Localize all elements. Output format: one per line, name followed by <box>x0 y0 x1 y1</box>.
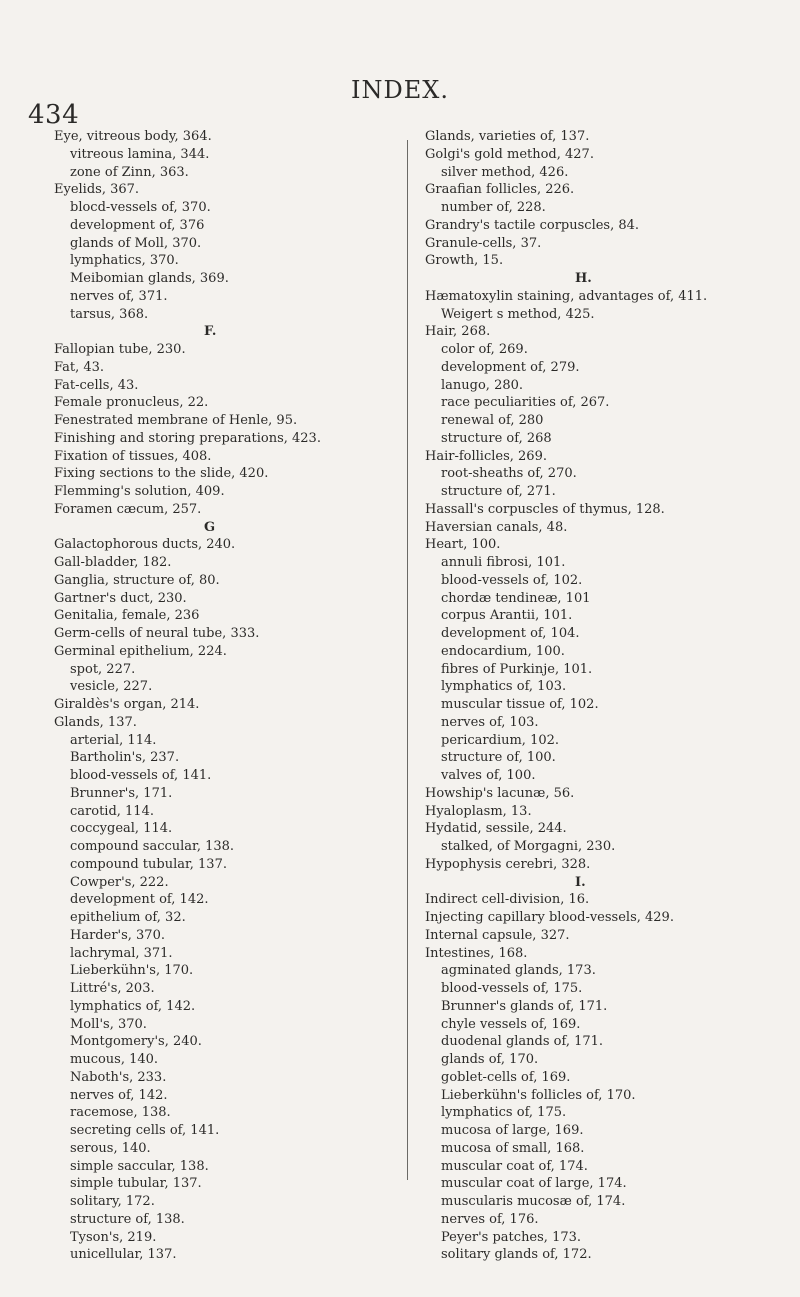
index-entry: Fenestrated membrane of Henle, 95. <box>54 413 298 428</box>
index-entry: Golgi's gold method, 427. <box>425 146 594 162</box>
index-subentry: lymphatics of, 175. <box>441 1105 567 1121</box>
index-subentry: structure of, 268 <box>441 430 552 446</box>
index-entry: Glands, varieties of, 137. <box>425 129 590 144</box>
index-column-left <box>54 128 399 1264</box>
index-subentry: simple tubular, 137. <box>70 1176 202 1192</box>
index-entry: Growth, 15. <box>425 253 504 269</box>
index-entry: Hypophysis cerebri, 328. <box>425 856 591 872</box>
index-entry: Gartner's duct, 230. <box>54 590 187 606</box>
index-subentry: compound saccular, 138. <box>70 839 235 854</box>
index-subentry: agminated glands, 173. <box>441 963 596 979</box>
index-subentry: muscular coat of, 174. <box>441 1158 588 1174</box>
index-subentry: nerves of, 371. <box>70 288 168 304</box>
index-column-right <box>425 128 785 1264</box>
index-subentry: secreting cells of, 141. <box>70 1123 220 1138</box>
index-entry: Graafian follicles, 226. <box>425 182 575 198</box>
index-subentry: chordæ tendineæ, 101 <box>441 590 591 606</box>
index-subentry: root-sheaths of, 270. <box>441 466 577 482</box>
index-subentry: simple saccular, 138. <box>70 1158 209 1174</box>
index-entry: Galactophorous ducts, 240. <box>54 537 236 553</box>
section-letter: I. <box>575 874 586 890</box>
index-subentry: nerves of, 103. <box>441 714 539 730</box>
index-entry: Hassall's corpuscles of thymus, 128. <box>425 501 665 517</box>
index-entry: Glands, 137. <box>54 714 137 730</box>
index-entry: Foramen cæcum, 257. <box>54 501 202 517</box>
index-entry: Internal capsule, 327. <box>425 927 570 943</box>
index-subentry: spot, 227. <box>70 661 136 677</box>
index-subentry: number of, 228. <box>441 200 546 215</box>
index-subentry: Montgomery's, 240. <box>70 1034 202 1050</box>
index-entry: Fixing sections to the slide, 420. <box>54 466 269 482</box>
index-entry: Hyaloplasm, 13. <box>425 803 532 819</box>
index-subentry: Moll's, 370. <box>70 1016 147 1032</box>
index-subentry: renewal of, 280 <box>441 413 544 428</box>
index-subentry: solitary glands of, 172. <box>441 1247 592 1263</box>
index-entry: Hair, 268. <box>425 324 491 340</box>
index-subentry: Peyer's patches, 173. <box>441 1229 582 1245</box>
index-entry: Hæmatoxylin staining, advantages of, 411. <box>425 288 708 304</box>
index-subentry: race peculiarities of, 267. <box>441 395 610 411</box>
index-subentry: Meibomian glands, 369. <box>70 271 229 286</box>
index-subentry: Bartholin's, 237. <box>70 750 180 766</box>
column-divider <box>407 140 408 1180</box>
index-subentry: goblet-cells of, 169. <box>441 1069 571 1085</box>
index-subentry: Lieberkühn's, 170. <box>70 963 194 979</box>
index-entry: Finishing and storing preparations, 423. <box>54 430 321 446</box>
index-entry: Injecting capillary blood-vessels, 429. <box>425 910 674 925</box>
index-entry: Germ-cells of neural tube, 333. <box>54 626 260 641</box>
index-subentry: valves of, 100. <box>441 768 536 783</box>
index-subentry: muscularis mucosæ of, 174. <box>441 1194 626 1209</box>
index-subentry: Brunner's, 171. <box>70 785 173 801</box>
index-subentry: stalked, of Morgagni, 230. <box>441 839 616 854</box>
index-entry: Fallopian tube, 230. <box>54 342 186 357</box>
index-subentry: muscular coat of large, 174. <box>441 1176 627 1192</box>
index-subentry: zone of Zinn, 363. <box>70 164 189 180</box>
index-entry: Grandry's tactile corpuscles, 84. <box>425 217 640 233</box>
index-subentry: Weigert s method, 425. <box>441 306 595 322</box>
index-subentry: Lieberkühn's follicles of, 170. <box>441 1087 636 1103</box>
index-subentry: unicellular, 137. <box>70 1247 177 1263</box>
running-head: INDEX. <box>351 76 449 104</box>
index-entry: Gall-bladder, 182. <box>54 555 172 570</box>
section-letter: H. <box>575 271 592 286</box>
index-subentry: chyle vessels of, 169. <box>441 1016 581 1032</box>
index-subentry: development of, 142. <box>70 892 209 908</box>
index-subentry: corpus Arantii, 101. <box>441 608 573 624</box>
page-number: 434 <box>28 100 80 130</box>
index-entry: Heart, 100. <box>425 537 501 553</box>
index-entry: Fixation of tissues, 408. <box>54 448 212 464</box>
index-subentry: glands of, 170. <box>441 1052 539 1067</box>
index-entry: Indirect cell-division, 16. <box>425 892 590 908</box>
index-subentry: Brunner's glands of, 171. <box>441 998 608 1014</box>
index-subentry: blood-vessels of, 102. <box>441 572 583 588</box>
index-subentry: fibres of Purkinje, 101. <box>441 661 593 677</box>
index-entry: Germinal epithelium, 224. <box>54 643 227 659</box>
index-subentry: structure of, 100. <box>441 750 556 766</box>
index-subentry: lanugo, 280. <box>441 377 524 393</box>
index-subentry: endocardium, 100. <box>441 643 565 659</box>
index-subentry: annuli fibrosi, 101. <box>441 555 566 570</box>
section-letter: F. <box>204 324 217 340</box>
index-subentry: Tyson's, 219. <box>70 1229 157 1245</box>
index-entry: Intestines, 168. <box>425 945 528 961</box>
index-subentry: development of, 376 <box>70 217 205 233</box>
index-subentry: nerves of, 176. <box>441 1211 539 1227</box>
index-subentry: blood-vessels of, 175. <box>441 981 583 996</box>
index-subentry: compound tubular, 137. <box>70 856 227 872</box>
index-subentry: carotid, 114. <box>70 803 154 819</box>
index-entry: Fat, 43. <box>54 359 105 375</box>
index-entry: Fat-cells, 43. <box>54 377 139 393</box>
index-subentry: mucous, 140. <box>70 1052 159 1067</box>
index-subentry: coccygeal, 114. <box>70 821 173 837</box>
index-subentry: structure of, 271. <box>441 484 556 499</box>
index-subentry: structure of, 138. <box>70 1211 185 1227</box>
index-subentry: development of, 279. <box>441 359 580 375</box>
index-subentry: Cowper's, 222. <box>70 874 169 890</box>
index-subentry: arterial, 114. <box>70 732 157 748</box>
index-subentry: blocd-vessels of, 370. <box>70 200 211 215</box>
index-subentry: development of, 104. <box>441 626 580 641</box>
index-entry: Haversian canals, 48. <box>425 519 568 535</box>
index-subentry: mucosa of small, 168. <box>441 1140 585 1156</box>
index-subentry: vesicle, 227. <box>70 679 153 695</box>
index-subentry: Harder's, 370. <box>70 927 165 943</box>
index-entry: Eyelids, 367. <box>54 182 140 198</box>
index-subentry: muscular tissue of, 102. <box>441 697 599 712</box>
index-subentry: nerves of, 142. <box>70 1087 168 1103</box>
index-entry: Hydatid, sessile, 244. <box>425 821 567 837</box>
index-subentry: glands of Moll, 370. <box>70 235 202 251</box>
index-subentry: lymphatics of, 142. <box>70 998 196 1014</box>
index-entry: Genitalia, female, 236 <box>54 608 200 624</box>
index-subentry: lymphatics, 370. <box>70 253 179 269</box>
section-letter: G <box>204 519 216 535</box>
index-entry: Eye, vitreous body, 364. <box>54 129 212 144</box>
index-subentry: tarsus, 368. <box>70 306 149 322</box>
index-entry: Hair-follicles, 269. <box>425 448 547 464</box>
index-subentry: Littré's, 203. <box>70 981 155 996</box>
index-subentry: serous, 140. <box>70 1140 151 1156</box>
index-entry: Granule-cells, 37. <box>425 235 542 251</box>
index-subentry: vitreous lamina, 344. <box>70 146 210 162</box>
index-subentry: duodenal glands of, 171. <box>441 1034 604 1050</box>
index-entry: Howship's lacunæ, 56. <box>425 785 575 801</box>
index-subentry: solitary, 172. <box>70 1194 155 1209</box>
index-subentry: racemose, 138. <box>70 1105 171 1121</box>
index-subentry: color of, 269. <box>441 342 528 357</box>
index-subentry: silver method, 426. <box>441 164 569 180</box>
index-subentry: pericardium, 102. <box>441 732 560 748</box>
index-entry: Flemming's solution, 409. <box>54 484 225 499</box>
index-subentry: mucosa of large, 169. <box>441 1123 584 1138</box>
index-entry: Giraldès's organ, 214. <box>54 697 200 712</box>
index-subentry: Naboth's, 233. <box>70 1069 167 1085</box>
index-entry: Female pronucleus, 22. <box>54 395 209 411</box>
index-entry: Ganglia, structure of, 80. <box>54 572 220 588</box>
index-subentry: lachrymal, 371. <box>70 945 173 961</box>
index-subentry: epithelium of, 32. <box>70 910 186 925</box>
index-subentry: blood-vessels of, 141. <box>70 768 212 783</box>
index-subentry: lymphatics of, 103. <box>441 679 567 695</box>
